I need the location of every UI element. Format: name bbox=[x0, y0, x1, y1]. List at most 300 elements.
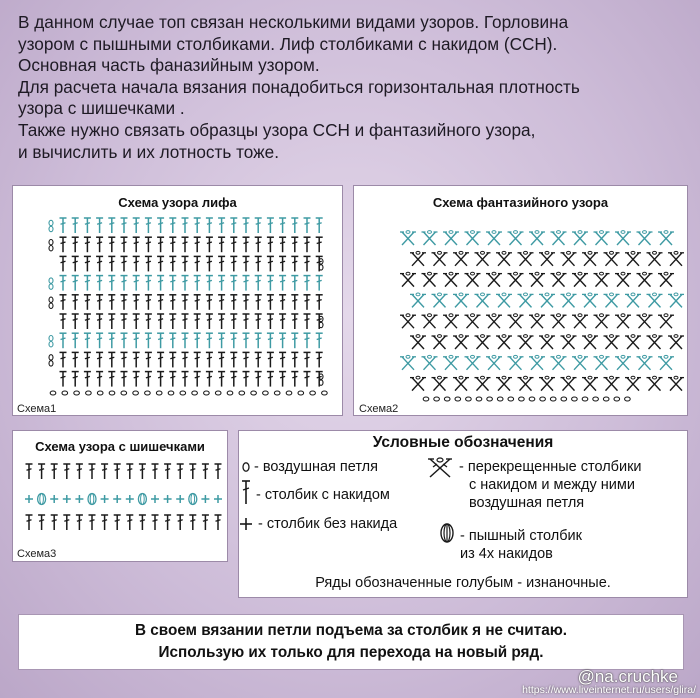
dc-symbol bbox=[133, 333, 140, 348]
dc-symbol bbox=[316, 333, 323, 348]
dc-symbol bbox=[108, 352, 115, 367]
crossed-symbol bbox=[668, 376, 684, 390]
crossed-symbol bbox=[443, 355, 459, 369]
dc-symbol bbox=[133, 218, 140, 233]
dc-symbol bbox=[38, 515, 45, 530]
crossed-symbol bbox=[615, 231, 631, 245]
dc-symbol bbox=[114, 515, 121, 530]
sc-symbol bbox=[126, 495, 134, 503]
bottom-note bbox=[18, 614, 684, 670]
sc-symbol bbox=[164, 495, 172, 503]
crossed-symbol bbox=[400, 272, 416, 286]
dc-symbol bbox=[291, 276, 298, 291]
chain-symbol bbox=[561, 397, 567, 401]
crossed-symbol bbox=[518, 376, 534, 390]
scheme1-title: Схема узора лифа bbox=[118, 195, 237, 210]
dc-symbol bbox=[206, 256, 213, 271]
chain-symbol bbox=[49, 297, 53, 302]
dc-symbol bbox=[177, 515, 184, 530]
dc-symbol bbox=[291, 372, 298, 387]
dc-symbol bbox=[169, 295, 176, 310]
crossed-symbol bbox=[539, 376, 555, 390]
dc-symbol bbox=[121, 352, 128, 367]
dc-symbol bbox=[60, 314, 67, 329]
dc-symbol bbox=[169, 276, 176, 291]
dc-symbol bbox=[304, 256, 311, 271]
dc-symbol bbox=[243, 314, 250, 329]
dc-symbol bbox=[96, 218, 103, 233]
crossed-symbol bbox=[668, 335, 684, 349]
chain-symbol bbox=[251, 391, 257, 395]
crossed-symbol bbox=[400, 314, 416, 328]
dc-symbol bbox=[133, 352, 140, 367]
scheme1-label: Схема1 bbox=[17, 403, 57, 415]
dc-symbol bbox=[291, 237, 298, 252]
chain-symbol bbox=[263, 391, 269, 395]
chain-symbol bbox=[49, 278, 53, 283]
crossed-symbol bbox=[551, 355, 567, 369]
chain-symbol bbox=[215, 391, 221, 395]
dc-symbol bbox=[194, 218, 201, 233]
crossed-symbol bbox=[486, 314, 502, 328]
intro-line: В данном случае топ связан несколькими видами узоров. Горловина bbox=[18, 12, 569, 32]
dc-symbol bbox=[189, 515, 196, 530]
crossed-symbol bbox=[561, 376, 577, 390]
crossed-symbol bbox=[529, 314, 545, 328]
sc-symbol bbox=[151, 495, 159, 503]
dc-symbol bbox=[243, 295, 250, 310]
crossed-symbol bbox=[508, 355, 524, 369]
puff-symbol bbox=[88, 494, 96, 505]
chain-symbol bbox=[298, 391, 304, 395]
intro-line: Также нужно связать образцы узора ССН и фантазийного узора, bbox=[18, 119, 536, 140]
dc-symbol bbox=[145, 256, 152, 271]
dc-symbol bbox=[182, 352, 189, 367]
chain-symbol bbox=[49, 361, 53, 366]
dc-symbol bbox=[60, 237, 67, 252]
legend-dc: - столбик с накидом bbox=[256, 487, 390, 503]
dc-symbol bbox=[72, 314, 79, 329]
bottom-note-line: Использую их только для перехода на новый ряд. bbox=[158, 644, 544, 661]
dc-symbol bbox=[96, 237, 103, 252]
dc-symbol bbox=[157, 352, 164, 367]
puff-stitch-icon bbox=[439, 522, 455, 544]
dc-symbol bbox=[101, 515, 108, 530]
dc-symbol bbox=[291, 256, 298, 271]
dc-symbol bbox=[121, 372, 128, 387]
crossed-symbol bbox=[518, 335, 534, 349]
dc-symbol bbox=[60, 276, 67, 291]
chain-symbol bbox=[476, 397, 482, 401]
dc-symbol bbox=[169, 256, 176, 271]
chain-symbol bbox=[49, 342, 53, 347]
dc-symbol bbox=[182, 218, 189, 233]
intro-line: узором с пышными столбиками. Лиф столбиками с накидом (ССН). bbox=[18, 33, 558, 54]
chain-symbol bbox=[444, 397, 450, 401]
legend-sc: - столбик без накида bbox=[258, 516, 398, 532]
crossed-symbol bbox=[625, 251, 641, 265]
legend-crossed-3: воздушная петля bbox=[469, 495, 585, 511]
dc-symbol bbox=[316, 276, 323, 291]
dc-symbol bbox=[108, 237, 115, 252]
chain-symbol bbox=[49, 220, 53, 225]
crossed-symbol bbox=[432, 251, 448, 265]
intro-text bbox=[18, 12, 688, 163]
dc-symbol bbox=[194, 237, 201, 252]
dc-symbol bbox=[304, 352, 311, 367]
intro-line: Основная часть фаназийным узором. bbox=[18, 55, 320, 76]
dc-symbol bbox=[157, 256, 164, 271]
dc-symbol bbox=[108, 276, 115, 291]
dc-symbol bbox=[255, 295, 262, 310]
chain-symbol bbox=[434, 397, 440, 401]
dc-symbol bbox=[206, 352, 213, 367]
dc-symbol bbox=[255, 333, 262, 348]
crossed-symbol bbox=[453, 335, 469, 349]
dc-symbol bbox=[133, 276, 140, 291]
crossed-symbol bbox=[496, 335, 512, 349]
sc-symbol bbox=[25, 495, 33, 503]
sc-symbol bbox=[101, 495, 109, 503]
dc-symbol bbox=[108, 295, 115, 310]
crossed-symbol bbox=[475, 293, 491, 307]
crossed-symbol bbox=[637, 314, 653, 328]
dc-symbol bbox=[218, 256, 225, 271]
dc-symbol bbox=[255, 314, 262, 329]
crossed-symbol bbox=[572, 355, 588, 369]
dc-symbol bbox=[157, 372, 164, 387]
dc-symbol bbox=[157, 314, 164, 329]
dc-symbol bbox=[255, 276, 262, 291]
dc-symbol bbox=[194, 352, 201, 367]
dc-symbol bbox=[72, 295, 79, 310]
crossed-symbol bbox=[465, 272, 481, 286]
chain-symbol bbox=[455, 397, 461, 401]
dc-symbol bbox=[121, 237, 128, 252]
dc-symbol bbox=[145, 295, 152, 310]
crossed-symbol bbox=[486, 355, 502, 369]
dc-symbol bbox=[145, 372, 152, 387]
crossed-symbol bbox=[625, 335, 641, 349]
legend-chain: - воздушная петля bbox=[254, 459, 378, 475]
crossed-symbol bbox=[572, 314, 588, 328]
dc-symbol bbox=[279, 352, 286, 367]
dc-symbol bbox=[60, 256, 67, 271]
crossed-symbol bbox=[637, 272, 653, 286]
dc-symbol bbox=[60, 352, 67, 367]
dc-symbol bbox=[243, 352, 250, 367]
single-crochet-icon bbox=[239, 517, 253, 531]
crossed-symbol bbox=[582, 335, 598, 349]
dc-symbol bbox=[96, 333, 103, 348]
dc-symbol bbox=[206, 276, 213, 291]
crossed-symbol bbox=[410, 376, 426, 390]
dc-symbol bbox=[279, 218, 286, 233]
dc-symbol bbox=[145, 333, 152, 348]
dc-symbol bbox=[101, 464, 108, 479]
dc-symbol bbox=[230, 352, 237, 367]
watermark: @na.cruchke bbox=[577, 667, 678, 686]
dc-symbol bbox=[267, 333, 274, 348]
chain-symbol bbox=[593, 397, 599, 401]
crossed-symbol bbox=[539, 293, 555, 307]
dc-symbol bbox=[267, 276, 274, 291]
dc-symbol bbox=[291, 333, 298, 348]
crossed-symbol bbox=[615, 272, 631, 286]
dc-symbol bbox=[177, 464, 184, 479]
dc-symbol bbox=[206, 333, 213, 348]
dc-symbol bbox=[182, 256, 189, 271]
crossed-symbol bbox=[465, 231, 481, 245]
crossed-symbol bbox=[615, 355, 631, 369]
crossed-symbol bbox=[496, 376, 512, 390]
dc-symbol bbox=[60, 295, 67, 310]
sc-symbol bbox=[113, 495, 121, 503]
chain-symbol bbox=[582, 397, 588, 401]
dc-symbol bbox=[169, 372, 176, 387]
dc-symbol bbox=[304, 295, 311, 310]
chain-symbol bbox=[274, 391, 280, 395]
dc-symbol bbox=[121, 314, 128, 329]
crossed-symbol bbox=[496, 251, 512, 265]
dc-symbol bbox=[206, 218, 213, 233]
crossed-symbol bbox=[400, 231, 416, 245]
dc-symbol bbox=[145, 237, 152, 252]
scheme1-panel bbox=[12, 185, 343, 416]
chain-symbol bbox=[466, 397, 472, 401]
dc-symbol bbox=[51, 464, 58, 479]
crossed-symbol bbox=[465, 314, 481, 328]
dc-symbol bbox=[26, 515, 33, 530]
dc-symbol bbox=[194, 256, 201, 271]
crossed-symbol bbox=[647, 335, 663, 349]
scheme2-chart bbox=[354, 186, 689, 417]
crossed-symbol bbox=[561, 293, 577, 307]
dc-symbol bbox=[218, 295, 225, 310]
crossed-symbol bbox=[658, 231, 674, 245]
crossed-symbol bbox=[432, 335, 448, 349]
dc-symbol bbox=[291, 295, 298, 310]
sc-symbol bbox=[75, 495, 83, 503]
crossed-symbol bbox=[443, 272, 459, 286]
sc-symbol bbox=[63, 495, 71, 503]
crossed-symbol bbox=[604, 376, 620, 390]
dc-symbol bbox=[169, 237, 176, 252]
crossed-symbol bbox=[486, 231, 502, 245]
dc-symbol bbox=[267, 352, 274, 367]
chain-symbol bbox=[540, 397, 546, 401]
dc-symbol bbox=[182, 333, 189, 348]
dc-symbol bbox=[243, 333, 250, 348]
dc-symbol bbox=[243, 372, 250, 387]
dc-symbol bbox=[182, 276, 189, 291]
chain-symbol bbox=[625, 397, 631, 401]
chain-symbol bbox=[227, 391, 233, 395]
legend-puff-1: - пышный столбик bbox=[460, 528, 583, 544]
crossed-symbol bbox=[529, 272, 545, 286]
chain-symbol bbox=[603, 397, 609, 401]
dc-symbol bbox=[108, 256, 115, 271]
dc-symbol bbox=[157, 333, 164, 348]
crossed-symbol bbox=[625, 293, 641, 307]
crossed-symbol bbox=[539, 335, 555, 349]
chain-symbol bbox=[49, 284, 53, 289]
chain-symbol bbox=[310, 391, 316, 395]
dc-symbol bbox=[169, 333, 176, 348]
dc-symbol bbox=[206, 372, 213, 387]
chain-symbol bbox=[497, 397, 503, 401]
crossed-symbol bbox=[604, 335, 620, 349]
dc-symbol bbox=[72, 372, 79, 387]
dc-symbol bbox=[108, 333, 115, 348]
dc-symbol bbox=[108, 372, 115, 387]
crossed-symbol bbox=[625, 376, 641, 390]
dc-symbol bbox=[72, 352, 79, 367]
chain-symbol bbox=[168, 391, 174, 395]
dc-symbol bbox=[26, 464, 33, 479]
dc-symbol bbox=[267, 314, 274, 329]
dc-symbol bbox=[157, 237, 164, 252]
dc-symbol bbox=[96, 276, 103, 291]
dc-symbol bbox=[304, 218, 311, 233]
chain-symbol bbox=[49, 226, 53, 231]
dc-symbol bbox=[84, 218, 91, 233]
dc-symbol bbox=[60, 372, 67, 387]
crossed-symbol bbox=[518, 293, 534, 307]
dc-symbol bbox=[202, 515, 209, 530]
dc-symbol bbox=[206, 295, 213, 310]
crossed-symbol bbox=[496, 293, 512, 307]
dc-symbol bbox=[255, 352, 262, 367]
dc-symbol bbox=[169, 314, 176, 329]
chain-symbol bbox=[614, 397, 620, 401]
scheme2-label: Схема2 bbox=[359, 403, 399, 415]
chain-symbol bbox=[133, 391, 139, 395]
crossed-symbol bbox=[432, 376, 448, 390]
dc-symbol bbox=[72, 276, 79, 291]
dc-symbol bbox=[133, 256, 140, 271]
crossed-symbol bbox=[594, 314, 610, 328]
dc-symbol bbox=[139, 515, 146, 530]
dc-symbol bbox=[230, 372, 237, 387]
dc-symbol bbox=[60, 218, 67, 233]
crossed-symbol bbox=[410, 293, 426, 307]
crossed-symbol bbox=[647, 376, 663, 390]
dc-symbol bbox=[194, 276, 201, 291]
dc-symbol bbox=[243, 218, 250, 233]
intro-line: Для расчета начала вязания понадобиться горизонтальная плотность bbox=[18, 76, 580, 97]
crossed-symbol bbox=[615, 314, 631, 328]
dc-symbol bbox=[218, 237, 225, 252]
dc-symbol bbox=[96, 372, 103, 387]
chain-stitch-icon bbox=[241, 461, 251, 473]
dc-symbol bbox=[84, 372, 91, 387]
crossed-symbol bbox=[486, 272, 502, 286]
dc-symbol bbox=[218, 352, 225, 367]
crossed-symbol bbox=[637, 355, 653, 369]
chain-symbol bbox=[529, 397, 535, 401]
dc-symbol bbox=[84, 276, 91, 291]
dc-symbol bbox=[133, 314, 140, 329]
intro-line: и вычислить и их лотность тоже. bbox=[18, 141, 279, 162]
dc-symbol bbox=[63, 515, 70, 530]
crossed-symbol bbox=[658, 355, 674, 369]
chain-symbol bbox=[550, 397, 556, 401]
dc-symbol bbox=[291, 314, 298, 329]
dc-symbol bbox=[194, 372, 201, 387]
dc-symbol bbox=[267, 372, 274, 387]
crossed-symbol bbox=[647, 251, 663, 265]
scheme3-label: Схема3 bbox=[17, 548, 57, 560]
scheme1-chart bbox=[13, 186, 344, 417]
dc-symbol bbox=[133, 295, 140, 310]
dc-symbol bbox=[255, 372, 262, 387]
dc-symbol bbox=[194, 333, 201, 348]
chain-symbol bbox=[519, 397, 525, 401]
crossed-symbol bbox=[529, 355, 545, 369]
dc-symbol bbox=[72, 333, 79, 348]
dc-symbol bbox=[279, 295, 286, 310]
dc-symbol bbox=[230, 256, 237, 271]
chain-symbol bbox=[239, 391, 245, 395]
dc-symbol bbox=[139, 464, 146, 479]
crossed-symbol bbox=[508, 231, 524, 245]
crossed-symbol bbox=[668, 293, 684, 307]
crossed-symbol bbox=[561, 251, 577, 265]
intro-line: узора с шишечками . bbox=[18, 98, 185, 119]
dc-symbol bbox=[121, 276, 128, 291]
dc-symbol bbox=[84, 333, 91, 348]
dc-symbol bbox=[255, 256, 262, 271]
legend-crossed-1: - перекрещенные столбики bbox=[459, 459, 642, 475]
chain-symbol bbox=[204, 391, 210, 395]
dc-symbol bbox=[145, 352, 152, 367]
dc-symbol bbox=[279, 256, 286, 271]
chain-symbol bbox=[572, 397, 578, 401]
dc-symbol bbox=[255, 218, 262, 233]
dc-symbol bbox=[243, 276, 250, 291]
legend-title: Условные обозначения bbox=[372, 434, 554, 451]
crossed-symbol bbox=[582, 376, 598, 390]
dc-symbol bbox=[157, 276, 164, 291]
scheme2-panel bbox=[353, 185, 688, 416]
dc-symbol bbox=[194, 314, 201, 329]
dc-symbol bbox=[89, 515, 96, 530]
sc-symbol bbox=[201, 495, 209, 503]
dc-symbol bbox=[145, 314, 152, 329]
dc-symbol bbox=[304, 314, 311, 329]
chain-symbol bbox=[180, 391, 186, 395]
dc-symbol bbox=[164, 515, 171, 530]
dc-symbol bbox=[84, 256, 91, 271]
crossed-symbol bbox=[658, 272, 674, 286]
dc-symbol bbox=[157, 218, 164, 233]
crossed-symbol bbox=[637, 231, 653, 245]
dc-symbol bbox=[145, 218, 152, 233]
dc-symbol bbox=[121, 256, 128, 271]
chain-symbol bbox=[49, 246, 53, 251]
dc-symbol bbox=[218, 276, 225, 291]
dc-symbol bbox=[230, 333, 237, 348]
crossed-symbol bbox=[658, 314, 674, 328]
dc-symbol bbox=[133, 237, 140, 252]
crossed-symbol bbox=[475, 335, 491, 349]
dc-symbol bbox=[206, 237, 213, 252]
dc-symbol bbox=[267, 237, 274, 252]
dc-symbol bbox=[108, 314, 115, 329]
scheme2-title: Схема фантазийного узора bbox=[432, 195, 609, 210]
crossed-symbol bbox=[432, 293, 448, 307]
